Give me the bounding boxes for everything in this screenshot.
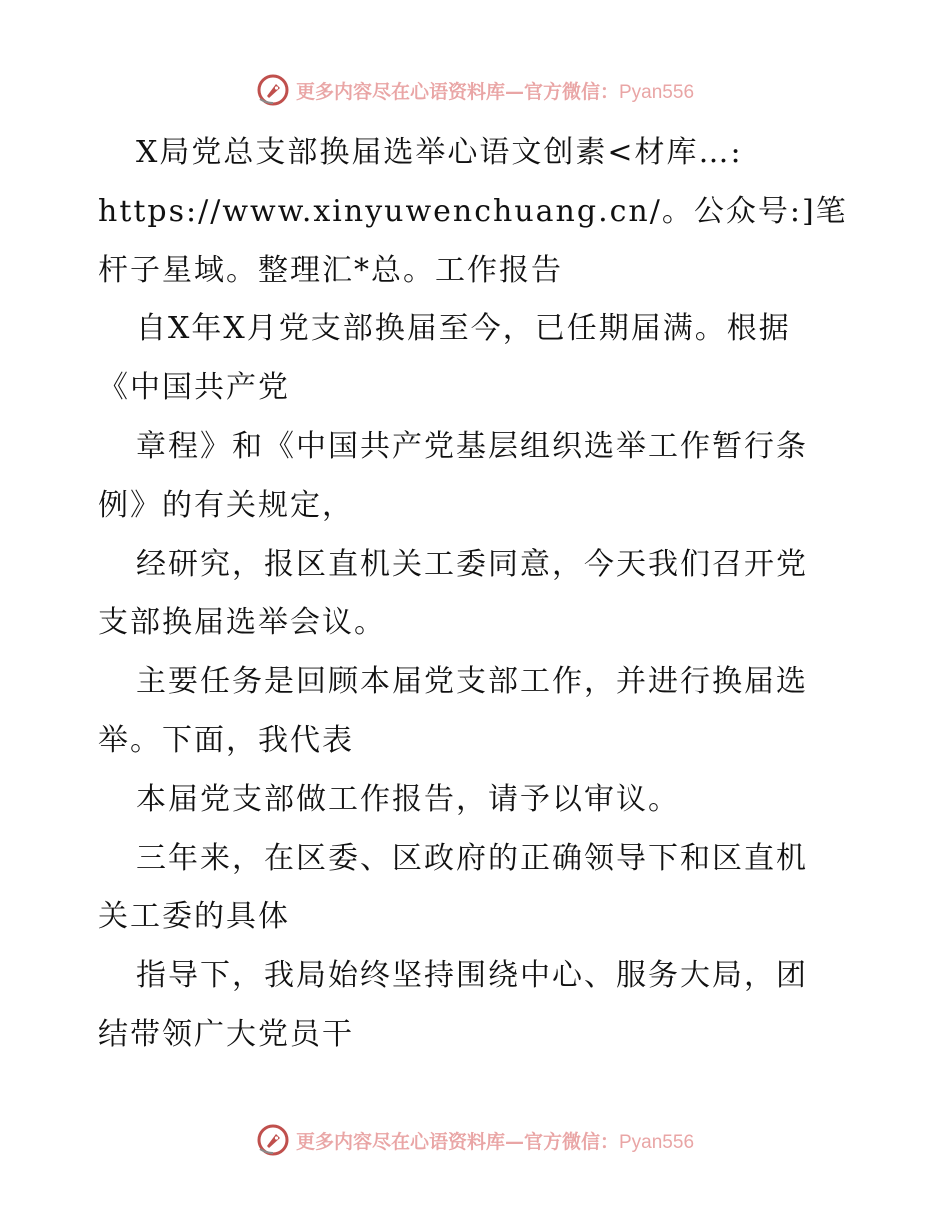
text-line: 支部换届选举会议。 — [98, 605, 386, 641]
text-line: 主要任务是回顾本届党支部工作，并进行换届选 — [136, 664, 808, 700]
text-line: 举。下面，我代表 — [98, 722, 354, 758]
text-line: https://www.xinyuwenchuang.cn/。公众号:]笔 — [98, 193, 848, 229]
footer-watermark — [0, 1122, 950, 1158]
text-line: 自X年X月党支部换届至今，已任期届满。根据 — [136, 311, 791, 347]
document-body — [98, 124, 858, 1065]
text-line: 例》的有关规定， — [98, 487, 354, 523]
pen-nib-logo-icon — [256, 1123, 290, 1157]
watermark-text: 更多内容尽在心语资料库—官方微信：Pyan556 — [295, 80, 695, 103]
pen-nib-logo-icon — [256, 73, 290, 107]
text-line: 杆子星域。整理汇*总。工作报告 — [98, 252, 563, 288]
header-watermark — [0, 72, 950, 108]
text-line: 章程》和《中国共产党基层组织选举工作暂行条 — [136, 428, 808, 464]
text-line: 本届党支部做工作报告，请予以审议。 — [136, 781, 680, 817]
text-line: 指导下，我局始终坚持围绕中心、服务大局，团 — [136, 958, 808, 994]
text-line: 《中国共产党 — [98, 370, 290, 406]
text-line: X局党总支部换届选举心语文创素<材库…: — [136, 135, 743, 170]
text-line: 关工委的具体 — [98, 899, 290, 935]
watermark-text: 更多内容尽在心语资料库—官方微信：Pyan556 — [295, 1130, 695, 1153]
text-line: 结带领广大党员干 — [98, 1016, 354, 1052]
text-line: 经研究，报区直机关工委同意，今天我们召开党 — [136, 546, 808, 582]
text-line: 三年来，在区委、区政府的正确领导下和区直机 — [136, 840, 808, 876]
